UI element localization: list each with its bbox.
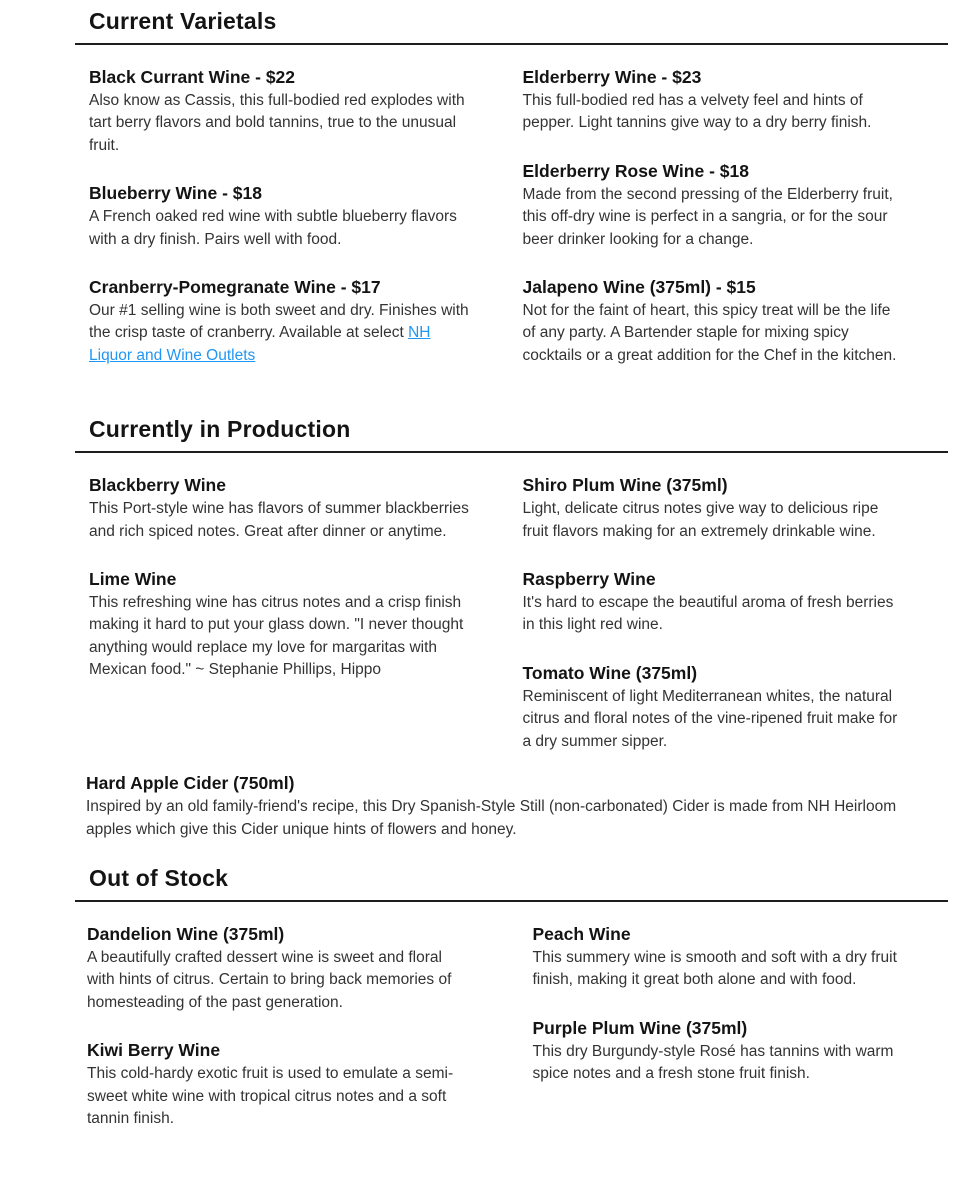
section-title: Currently in Production <box>89 416 351 443</box>
wine-title: Raspberry Wine <box>522 569 656 590</box>
section-currently-in-production <box>75 416 948 841</box>
wine-description <box>89 498 472 543</box>
wine-item <box>87 1039 468 1130</box>
wine-item <box>523 66 907 135</box>
wine-title: Peach Wine <box>532 923 631 944</box>
wine-description <box>523 686 907 753</box>
section-out-of-stock <box>75 865 948 1155</box>
wine-description-text: Inspired by an old family-friend's recipe, this Dry Spanish-Style Still (non-carbonated) Cider is made from NH Heirloom apples which give this Cider unique hints of flowers and honey. <box>86 798 897 838</box>
right-column <box>512 474 949 778</box>
wine-title: Hard Apple Cider (750ml) <box>86 773 295 794</box>
wine-title: Lime Wine <box>89 569 177 590</box>
wine-description-text: A beautifully crafted dessert wine is sweet and floral with hints of citrus. Certain to bring back memories of homesteading of the past generation. <box>87 948 452 1011</box>
wine-description-text: A French oaked red wine with subtle blueberry flavors with a dry finish. Pairs well with food. <box>89 208 457 248</box>
wine-item <box>533 923 917 992</box>
wine-item <box>523 474 907 543</box>
wine-description-text: Reminiscent of light Mediterranean whites, the natural citrus and floral notes of the vine-ripened fruit make for a dry summer sipper. <box>522 687 898 750</box>
wine-description <box>89 206 472 251</box>
wine-title: Black Currant Wine - $22 <box>89 67 296 87</box>
wine-description <box>523 498 907 543</box>
wine-description-text: This summery wine is smooth and soft with a dry fruit finish, making it great both alone and with food. <box>532 948 897 989</box>
wine-item <box>89 66 472 157</box>
wine-description-text: Made from the second pressing of the Elderberry fruit, this off-dry wine is perfect in a sangria, or for the sour beer drinker looking for a change. <box>522 185 893 248</box>
section-columns <box>75 902 948 1155</box>
wine-description <box>523 592 907 637</box>
wine-title: Shiro Plum Wine (375ml) <box>522 475 728 496</box>
wine-item <box>523 276 907 367</box>
wine-description <box>87 1063 468 1130</box>
wine-item <box>523 160 907 251</box>
wine-item <box>89 474 472 543</box>
right-column <box>512 923 949 1155</box>
wine-description-text: This full-bodied red has a velvety feel and hints of pepper. Light tannins give way to a dry berry finish. <box>522 92 872 132</box>
wine-item <box>89 276 472 367</box>
wine-title: Elderberry Wine - $23 <box>522 67 702 87</box>
wine-description-text: This cold-hardy exotic fruit is used to emulate a semi-sweet white wine with tropical citrus notes and a soft tannin finish. <box>87 1065 454 1127</box>
wine-description-text: Not for the faint of heart, this spicy treat will be the life of any party. A Bartender staple for mixing spicy cocktails or a great addition for the Chef in the kitchen. <box>522 302 897 364</box>
wine-title: Cranberry-Pomegranate Wine - $17 <box>89 277 381 298</box>
wine-item <box>87 923 468 1014</box>
wine-title: Blackberry Wine <box>89 475 226 496</box>
section-columns <box>75 453 948 778</box>
wine-description <box>533 947 917 992</box>
wine-description-text: Our #1 selling wine is both sweet and dry. Finishes with the crisp taste of cranberry. Available at select <box>89 302 469 342</box>
wine-item <box>86 772 940 841</box>
wine-description <box>523 90 907 135</box>
wine-title: Blueberry Wine - $18 <box>89 183 262 204</box>
wine-description <box>87 947 468 1014</box>
wine-description <box>523 300 907 367</box>
wine-title: Kiwi Berry Wine <box>87 1040 221 1061</box>
wine-description <box>89 592 472 682</box>
wine-item <box>533 1017 917 1086</box>
wine-description-text: This refreshing wine has citrus notes and a crisp finish making it hard to put your glass down. "I never thought anything would replace my love for margaritas with Mexican food." ~ Stephanie Phillips, Hippo <box>89 594 464 679</box>
full-width-item <box>75 772 948 841</box>
section-title: Current Varietals <box>89 8 277 34</box>
wine-title: Elderberry Rose Wine - $18 <box>522 160 749 181</box>
wine-description-text: This dry Burgundy-style Rosé has tannins with warm spice notes and a fresh stone fruit finish. <box>532 1042 894 1083</box>
wine-description <box>89 300 472 367</box>
nh-liquor-wine-outlets-link[interactable]: NH Liquor and Wine Outlets <box>89 324 431 364</box>
left-column <box>75 923 512 1155</box>
wine-description <box>533 1041 917 1086</box>
wine-description-text: This Port-style wine has flavors of summer blackberries and rich spiced notes. Great after dinner or anytime. <box>89 500 469 540</box>
wine-item <box>523 568 907 637</box>
section-title: Out of Stock <box>89 864 229 891</box>
wine-description-text: Light, delicate citrus notes give way to delicious ripe fruit flavors making for an extremely drinkable wine. <box>522 500 879 540</box>
wine-description <box>523 184 907 251</box>
wine-description-text: Also know as Cassis, this full-bodied red explodes with tart berry flavors and bold tannins, true to the unusual fruit. <box>89 92 465 154</box>
wine-title: Tomato Wine (375ml) <box>522 662 698 683</box>
wine-description-text: It's hard to escape the beautiful aroma of fresh berries in this light red wine. <box>522 594 894 634</box>
left-column <box>75 474 512 778</box>
right-column <box>512 66 949 392</box>
wine-item <box>523 662 907 753</box>
wine-description <box>86 796 940 841</box>
section-current-varietals <box>75 8 948 392</box>
wine-description <box>89 90 472 157</box>
wine-item <box>89 568 472 682</box>
section-columns <box>75 45 948 392</box>
left-column <box>75 66 512 392</box>
wine-title: Purple Plum Wine (375ml) <box>532 1017 748 1038</box>
wine-title: Dandelion Wine (375ml) <box>87 923 285 944</box>
wine-title: Jalapeno Wine (375ml) - $15 <box>522 277 756 298</box>
wine-item <box>89 182 472 251</box>
